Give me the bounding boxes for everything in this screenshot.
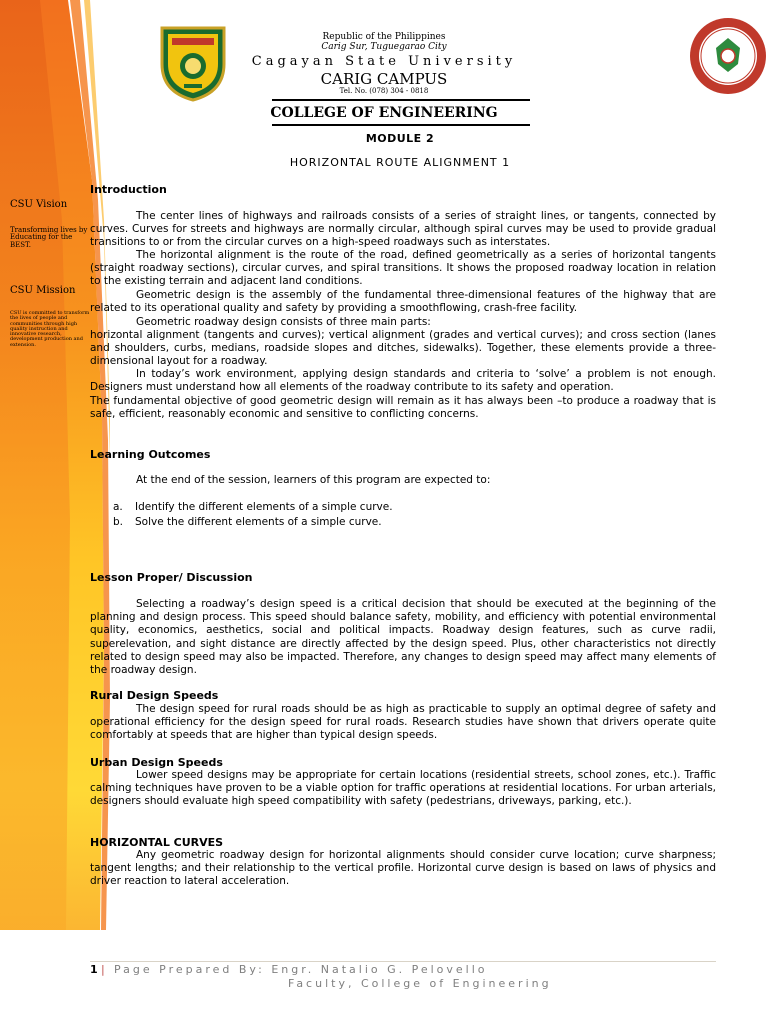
- mission-heading: CSU Mission: [10, 285, 76, 296]
- module-title: HORIZONTAL ROUTE ALIGNMENT 1: [289, 156, 511, 169]
- footer-separator: |: [101, 963, 105, 976]
- header-rule-top: [272, 99, 530, 101]
- horizontal-curves-paragraph: Any geometric roadway design for horizontal alignments should consider curve location; curve sharpness; tangent lengths; and their relationship to the vertical profile. Horizontal curve design is based on laws of physics and driver reaction to lateral acceleration.: [90, 849, 716, 888]
- lesson-paragraph: Selecting a roadway’s design speed is a critical decision that should be executed at the beginning of the planning and design process. This speed should balance safety, mobility, and efficiency with potential environmental quality, economics, aesthetics, social and political impacts. Roadway design features, such as curve radii, superelevation, and sight distance are directly affected by the design speed. Plus, other characteristics not directly related to design speed may also be impacted. Therefore, any changes to design speed may affect many elements of the roadway design.: [90, 598, 716, 677]
- urban-design-speeds-heading: Urban Design Speeds: [90, 756, 223, 769]
- rural-design-speeds-heading: Rural Design Speeds: [90, 689, 219, 702]
- learning-outcomes-intro: At the end of the session, learners of this program are expected to:: [136, 474, 491, 486]
- vision-heading: CSU Vision: [10, 199, 68, 210]
- introduction-paragraph: Geometric design is the assembly of the fundamental three-dimensional features of the highway that are related to its operational quality and safety by providing a smoothflowing, crash-free facility.: [90, 289, 716, 315]
- mission-text: CSU is committed to transform the lives of people and communities through high quality instruction and innovative research, development production and extension.: [10, 310, 90, 348]
- header-college: COLLEGE OF ENGINEERING: [270, 105, 498, 121]
- header-republic: Republic of the Philippines: [322, 32, 446, 42]
- list-marker: a.: [113, 501, 123, 513]
- header-campus: CARIG CAMPUS: [320, 70, 448, 88]
- horizontal-curves-heading: HORIZONTAL CURVES: [90, 836, 224, 849]
- header-city: Carig Sur, Tuguegarao City: [321, 42, 447, 52]
- footer-rule: [90, 961, 716, 962]
- introduction-paragraph: The horizontal alignment is the route of the road, defined geometrically as a series of horizontal tangents (straight roadway sections), circular curves, and spiral transitions. It shows the proposed roadway location in relation to the existing terrain and adjacent land conditions.: [90, 249, 716, 288]
- header-rule-bottom: [272, 124, 530, 126]
- header-university: Cagayan State University: [251, 54, 517, 69]
- footer-prepared-by: Page Prepared By: Engr. Natalio G. Pelovello: [114, 963, 488, 976]
- urban-design-speeds-paragraph: Lower speed designs may be appropriate for certain locations (residential streets, school zones, etc.). Traffic calming techniques have proven to be a viable option for traffic operations at residential locations. For urban arterials, designers should evaluate high speed compatibility with safety (pedestrians, driveways, parking, etc.).: [90, 769, 716, 808]
- page-number: 1: [90, 963, 98, 976]
- footer-faculty: Faculty, College of Engineering: [288, 977, 552, 990]
- introduction-heading: Introduction: [90, 183, 167, 196]
- vision-text: Transforming lives by Educating for the BEST.: [10, 226, 88, 249]
- introduction-paragraph: The fundamental objective of good geometric design will remain as it has always been –to produce a roadway that is safe, efficient, reasonably economic and sensitive to conflicting concerns.: [90, 395, 716, 421]
- learning-outcome-item: [113, 501, 393, 513]
- module-number: MODULE 2: [365, 132, 435, 145]
- list-item-text: Solve the different elements of a simple curve.: [135, 516, 382, 528]
- list-marker: b.: [113, 516, 124, 528]
- learning-outcome-item: [113, 516, 382, 528]
- header-telephone: Tel. No. (078) 304 - 0818: [339, 87, 429, 95]
- rural-design-speeds-paragraph: The design speed for rural roads should be as high as practicable to supply an optimal degree of safety and operational efficiency for the design speed for rural roads. Research studies have shown that drivers operate quite comfortably at speeds that are higher than typical design speeds.: [90, 703, 716, 742]
- introduction-paragraph: In today’s work environment, applying design standards and criteria to ‘solve’ a problem is not enough. Designers must understand how all elements of the roadway contribute to its safety and operation.: [90, 368, 716, 394]
- introduction-paragraph: horizontal alignment (tangents and curves); vertical alignment (grades and vertical curves); and cross section (lanes and shoulders, curbs, medians, roadside slopes and ditches, sidewalks). Together, these elements provide a three-dimensional layout for a roadway.: [90, 329, 716, 368]
- lesson-heading: Lesson Proper/ Discussion: [90, 571, 253, 584]
- introduction-paragraph: The center lines of highways and railroads consists of a series of straight lines, or tangents, connected by curves. Curves for streets and highways are normally circular, although spiral curves may be used to provide gradual transitions to or from the circular curves on a high-speed roadways such as interstates.: [90, 210, 716, 249]
- list-item-text: Identify the different elements of a simple curve.: [135, 501, 393, 513]
- introduction-paragraph: Geometric roadway design consists of three main parts:: [136, 316, 431, 328]
- learning-outcomes-heading: Learning Outcomes: [90, 448, 211, 461]
